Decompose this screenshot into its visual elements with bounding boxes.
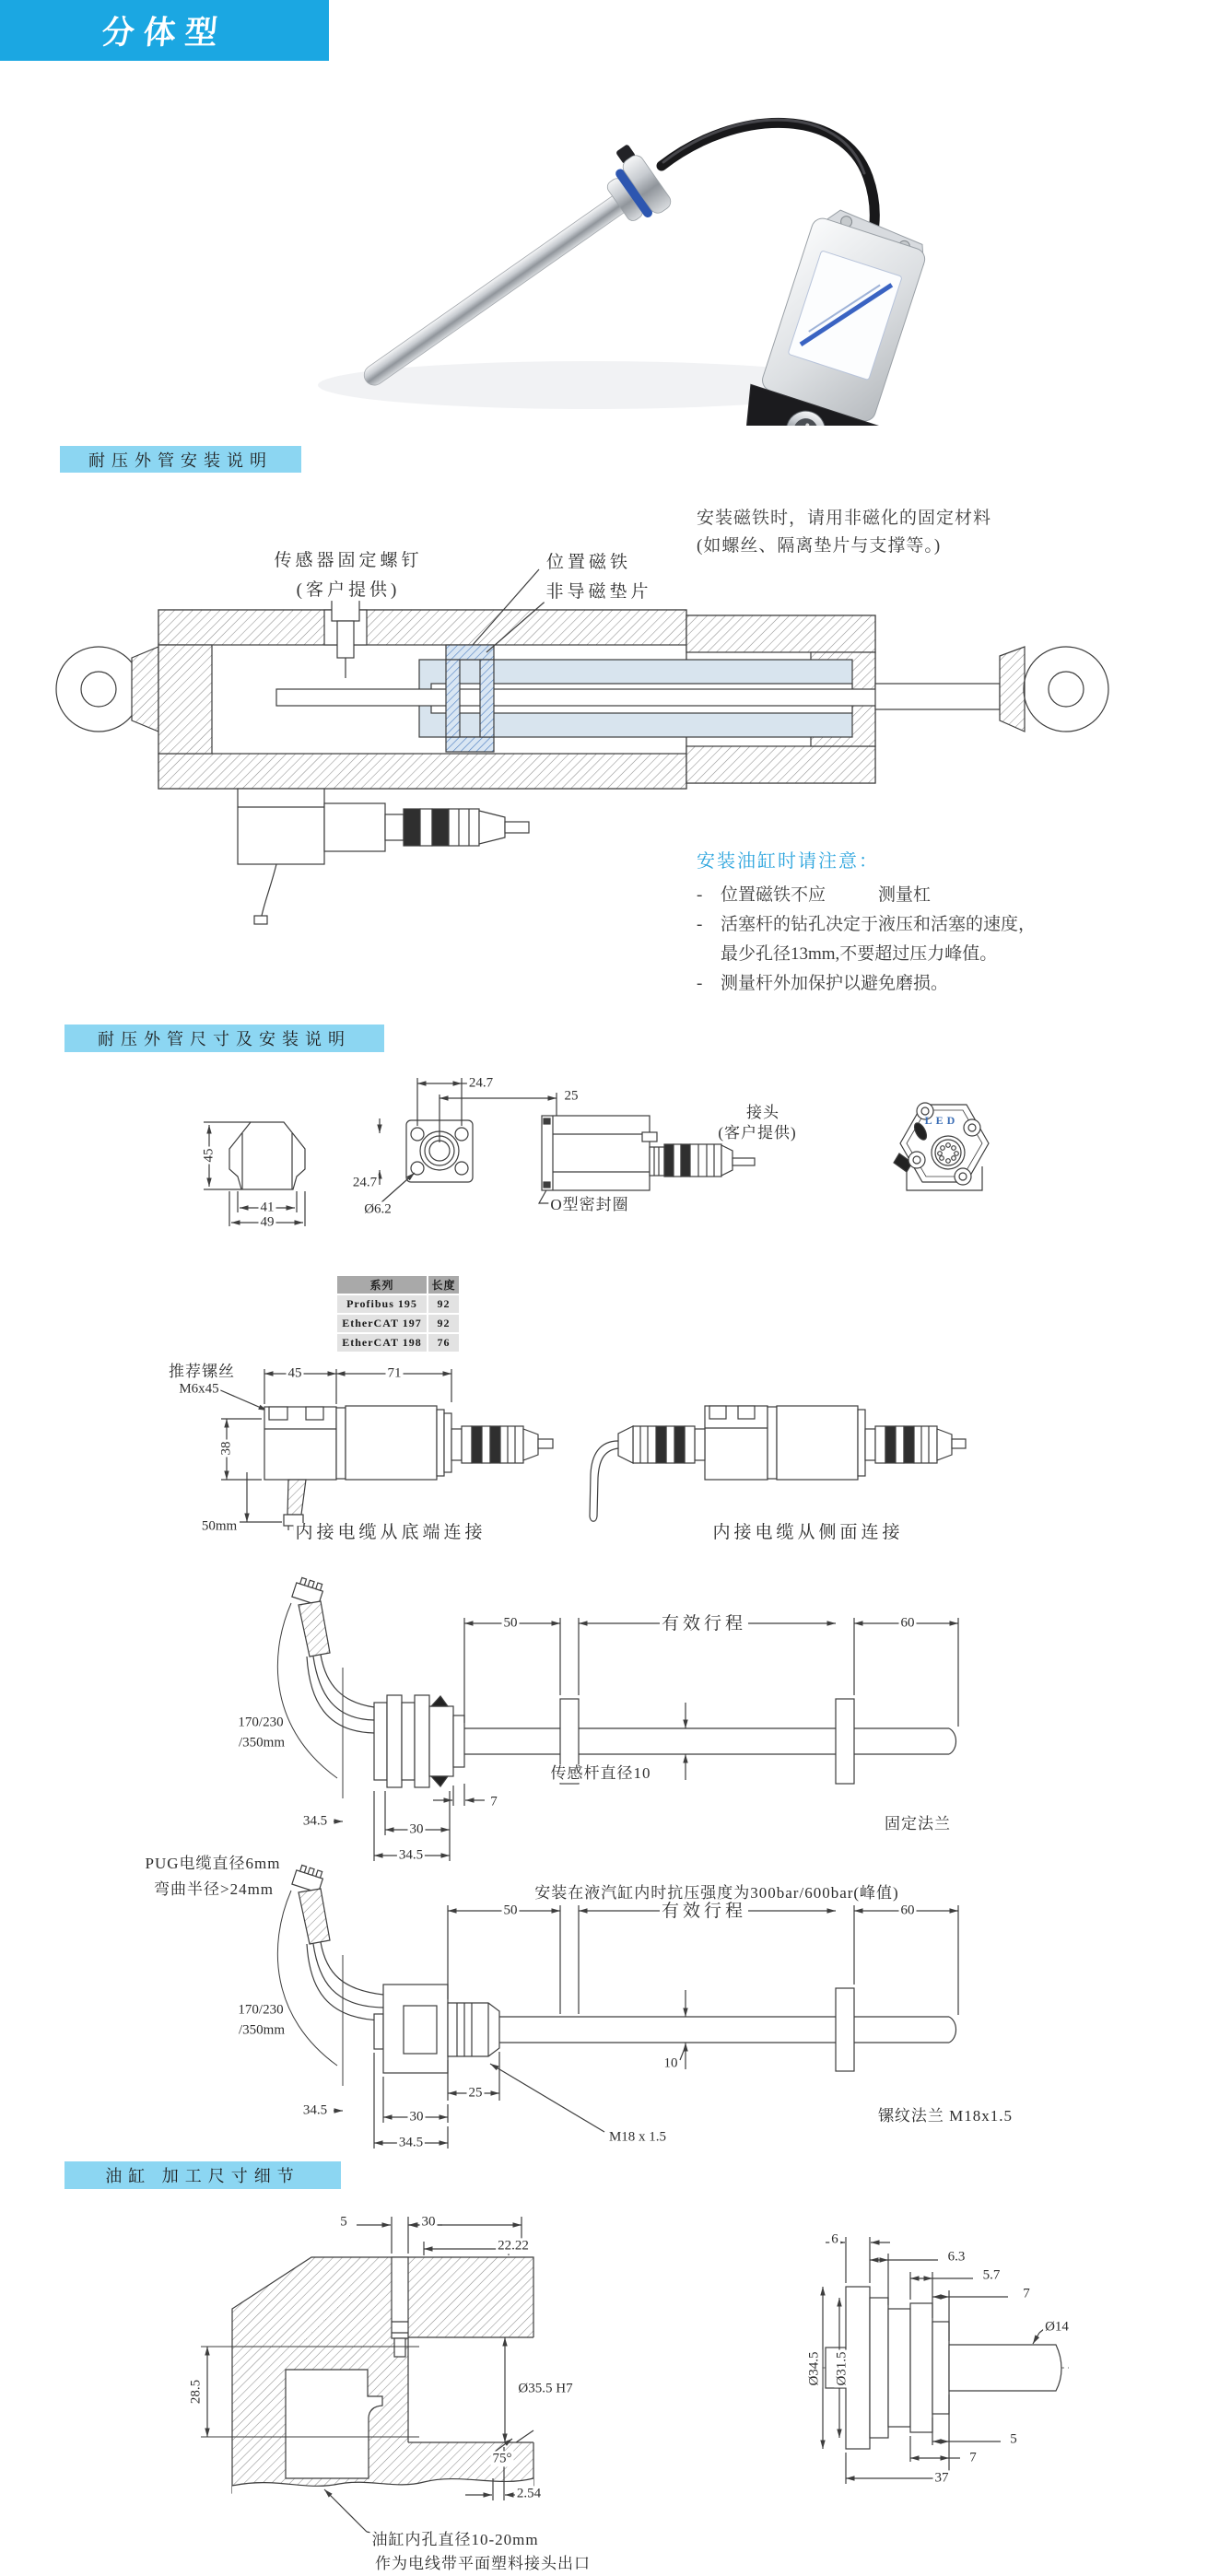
drawing-label: 7 (969, 2450, 977, 2465)
drawing-label: 22.22 (498, 2238, 529, 2254)
rod-assembly-drawings (0, 1557, 1219, 2176)
table-cell: 92 (428, 1295, 459, 1313)
drawing-label: 24.7 (468, 1075, 494, 1091)
drawing-label: 7 (490, 1794, 498, 1809)
drawing-label: 非导磁垫片 (545, 582, 652, 603)
table-header-cell: 长度 (428, 1276, 459, 1294)
drawing-label: 34.5 (398, 1847, 424, 1863)
drawing-label: Ø14 (1045, 2319, 1069, 2335)
section-title: 油缸 加工尺寸细节 (105, 2167, 300, 2185)
page-banner (0, 0, 329, 61)
cylinder-machining-drawings (0, 2202, 1219, 2576)
section-header-dimensions (64, 1025, 384, 1052)
drawing-label: 30 (421, 2214, 436, 2230)
drawing-label: 传感杆直径10 (550, 1764, 651, 1783)
drawing-label: 170/230 (238, 2002, 284, 2018)
drawing-label: (客户提供) (296, 580, 401, 601)
drawing-label: LED (924, 1114, 959, 1128)
drawing-label: 50 (503, 1903, 518, 1918)
drawing-label: 推荐镙丝 (169, 1363, 235, 1381)
drawing-label: 安装在液汽缸内时抗压强度为300bar/600bar(峰值) (534, 1884, 899, 1903)
section-header-install (60, 446, 301, 473)
drawing-label: 内接电缆从侧面连接 (712, 1523, 904, 1543)
drawing-label: 7 (1023, 2286, 1030, 2301)
table-cell: 92 (428, 1315, 459, 1332)
drawing-label: 油缸内孔直径10-20mm (371, 2531, 539, 2549)
table-header-cell: 系列 (337, 1276, 427, 1294)
caution-item: - 位置磁铁不应 测量杠 (697, 885, 932, 905)
section-title: 耐压外管尺寸及安装说明 (98, 1030, 351, 1048)
drawing-label: 45 (201, 1148, 217, 1163)
drawing-label: 50 (503, 1615, 518, 1631)
drawing-label: O型密封圈 (550, 1196, 629, 1214)
caution-title: 安装油缸时请注意： (697, 851, 879, 872)
drawing-label: 位置磁铁 (545, 553, 632, 573)
drawing-label: 30 (409, 2109, 424, 2125)
drawing-label: 镙纹法兰 M18x1.5 (877, 2107, 1014, 2125)
drawing-label: 2.54 (516, 2486, 542, 2501)
drawing-label: 传感器固定螺钉 (274, 551, 423, 571)
table-cell: 76 (428, 1334, 459, 1352)
drawing-label: 6.3 (947, 2249, 966, 2265)
drawing-label: 170/230 (238, 1715, 284, 1730)
table-cell: EtherCAT 198 (337, 1334, 427, 1352)
drawing-label: 49 (260, 1214, 275, 1230)
drawing-label: 38 (218, 1441, 234, 1456)
table-cell: Profibus 195 (337, 1295, 427, 1313)
drawing-label: PUG电缆直径6mm (145, 1855, 281, 1873)
drawing-label: 41 (260, 1200, 275, 1215)
drawing-label: 60 (900, 1903, 915, 1918)
drawing-label: M6x45 (179, 1381, 219, 1397)
drawing-label: 45 (287, 1365, 302, 1381)
drawing-label: 25 (564, 1088, 579, 1104)
drawing-label: 弯曲半径>24mm (153, 1880, 275, 1899)
drawing-label: 37 (934, 2470, 949, 2486)
drawing-label: 30 (409, 1821, 424, 1837)
drawing-label: 25 (468, 2085, 483, 2101)
drawing-label: 5 (340, 2214, 347, 2230)
drawing-label: M18 x 1.5 (608, 2129, 667, 2145)
drawing-label: Ø6.2 (364, 1201, 392, 1217)
drawing-label: 作为电线带平面塑料接头出口 (375, 2555, 591, 2573)
drawing-label: 6 (831, 2231, 838, 2247)
cable-exit-drawings (0, 1354, 1219, 1548)
drawing-label: Ø34.5 (806, 2351, 822, 2386)
caution-item: - 活塞杆的钻孔决定于液压和活塞的速度， (697, 915, 1037, 934)
series-length-table (337, 1276, 459, 1352)
drawing-label: 5.7 (982, 2267, 1001, 2283)
cylinder-install-diagram (0, 534, 1219, 931)
drawing-label: 10 (663, 2055, 678, 2071)
drawing-label: 34.5 (302, 2102, 328, 2118)
drawing-label: Ø31.5 (834, 2351, 850, 2386)
drawing-label: (客户提供) (718, 1124, 797, 1142)
drawing-label: 60 (900, 1615, 915, 1631)
note-line: (如螺丝、隔离垫片与支撑等。) (697, 536, 942, 556)
drawing-label: 固定法兰 (885, 1815, 951, 1833)
drawing-label: Ø35.5 H7 (518, 2381, 573, 2396)
product-photo (0, 112, 1219, 426)
drawing-label: 28.5 (188, 2379, 204, 2405)
drawing-label: /350mm (238, 2022, 286, 2038)
drawing-label: 有效行程 (661, 1614, 747, 1634)
drawing-label: /350mm (238, 1735, 286, 1751)
table-cell: EtherCAT 197 (337, 1315, 427, 1332)
drawing-label: 34.5 (398, 2135, 424, 2150)
head-dimension-drawings (0, 1069, 1219, 1281)
drawing-label: 71 (387, 1365, 402, 1381)
caution-item: 最少孔径13mm,不要超过压力峰值。 (721, 944, 998, 964)
drawing-label: 内接电缆从底端连接 (295, 1523, 486, 1543)
drawing-label: 75° (492, 2451, 512, 2466)
drawing-label: 5 (1010, 2431, 1017, 2447)
drawing-label: 24.7 (352, 1175, 378, 1190)
note-line: 安装磁铁时，请用非磁化的固定材料 (697, 509, 992, 528)
drawing-label: 50mm (201, 1518, 238, 1534)
drawing-label: 接头 (746, 1104, 779, 1122)
caution-item: - 测量杆外加保护以避免磨损。 (697, 974, 949, 993)
drawing-label: 有效行程 (661, 1902, 747, 1922)
section-title: 耐压外管安装说明 (88, 451, 273, 470)
page-title: 分体型 (100, 15, 229, 51)
drawing-label: 34.5 (302, 1813, 328, 1829)
